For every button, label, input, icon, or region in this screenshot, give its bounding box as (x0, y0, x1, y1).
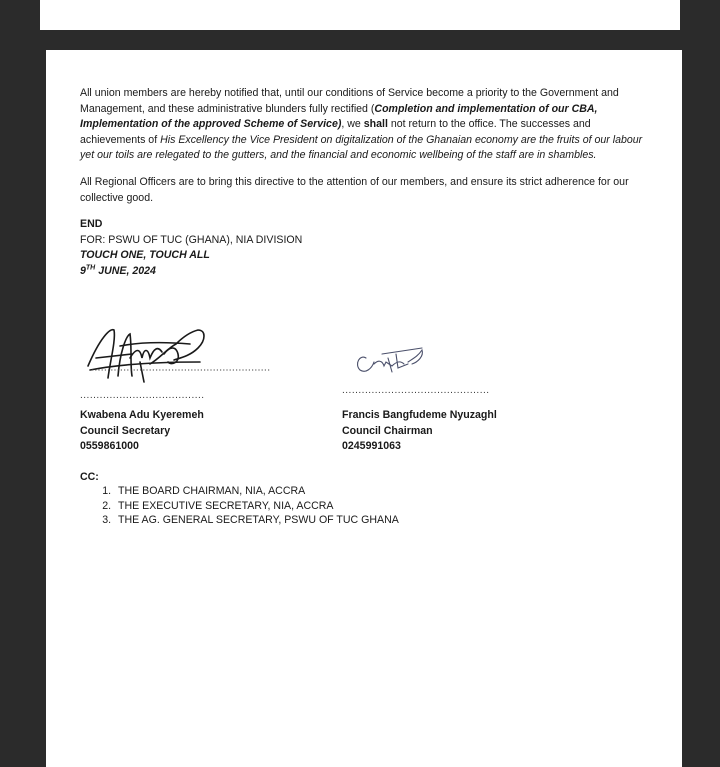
for-line: FOR: PSWU OF TUC (GHANA), NIA DIVISION (80, 233, 303, 246)
signatory-name: Kwabena Adu Kyeremeh (80, 409, 204, 421)
letter-body (80, 86, 650, 280)
signatory-title: Council Chairman (342, 424, 433, 437)
slogan: TOUCH ONE, TOUCH ALL (80, 249, 210, 262)
notice-text: , we (341, 118, 364, 131)
cc-label: CC: (80, 471, 99, 483)
cc-block (80, 470, 399, 528)
cc-item: 2. THE EXECUTIVE SECRETARY, NIA, ACCRA (114, 499, 399, 513)
cc-item: 1. THE BOARD CHAIRMAN, NIA, ACCRA (114, 484, 399, 498)
signatory-name: Francis Bangfudeme Nyuzaghl (342, 409, 497, 421)
end-label: END (80, 218, 103, 231)
signatory-left (80, 408, 204, 455)
notice-text: not return to the office. The successes and achievements of (80, 118, 591, 146)
signature-line-right: ............................................. (342, 385, 490, 396)
signature-line-left: ...................................... (80, 390, 205, 401)
closing-block (80, 217, 650, 279)
document-page[interactable] (46, 50, 682, 767)
paragraph-directive: All Regional Officers are to bring this directive to the attention of our members, and ensure its strict adherence for our collective good. (80, 175, 629, 204)
cc-item: 3. THE AG. GENERAL SECRETARY, PSWU OF TUC GHANA (114, 513, 399, 527)
signatory-phone: 0245991063 (342, 440, 401, 453)
letter-date: 9TH JUNE, 2024 (80, 264, 156, 277)
signature-left-icon (80, 318, 280, 394)
previous-page-edge[interactable] (40, 0, 680, 30)
cc-list (80, 484, 399, 527)
signature-right-icon (352, 340, 452, 380)
notice-demands: Completion and implementation of our CBA, Implementation of the approved Scheme of Service) (80, 102, 598, 131)
notice-text: All union members are hereby notified that, until our conditions of Service become a priority to the Government and Management, and these administrative blunders fully rectified ( (80, 87, 619, 115)
signatory-title: Council Secretary (80, 424, 171, 437)
notice-italic: His Excellency the Vice President on digitalization of the Ghanaian economy are the fruits of our labour yet our toils are relegated to the gutters, and the financial and economic wellbeing of the staff are in shambles. (80, 133, 643, 162)
signatory-phone: 0559861000 (80, 440, 139, 453)
signatory-right (342, 408, 497, 455)
paragraph-notice (80, 86, 650, 164)
notice-shall: shall (363, 118, 388, 131)
